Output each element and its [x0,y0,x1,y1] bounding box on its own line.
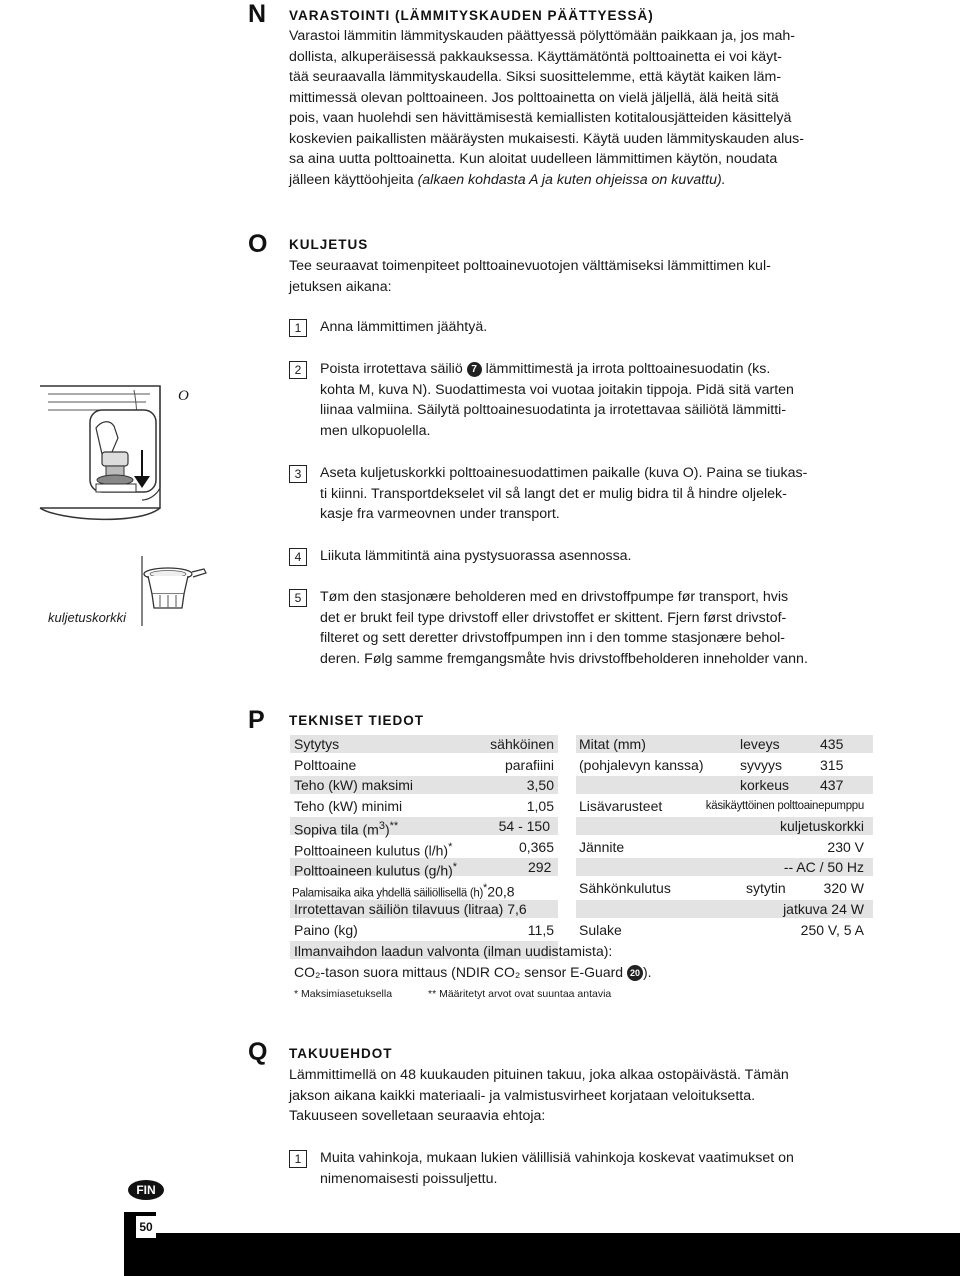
step-text-3 [320,463,880,525]
spec-label: Sytytys [294,736,340,752]
spec-sublabel: korkeus [740,777,790,793]
caption-leader-line [140,556,154,626]
text-run: Poista irrotettava säiliö [320,361,467,377]
section-title-storage: VARASTOINTI (LÄMMITYSKAUDEN PÄÄTTYESSÄ) [289,8,654,23]
spec-value: 20,8 [487,883,515,900]
step-number-2: 2 [289,361,307,379]
section-letter-n: N [248,0,267,28]
text-line: tää seuraavalla lämmityskaudella. Siksi suosittelemme, että käytät kaiken läm- [289,69,782,85]
text-line: filteret og sett deretter drivstoffpumpen inn i den tomme stasjonære behol- [320,630,786,646]
part-ref-badge: 7 [467,362,482,377]
text-line: Tee seuraavat toimenpiteet polttoainevuotojen välttämiseksi lämmittimen kul- [289,258,771,274]
spec-value: 435 [820,736,844,752]
step-text-5 [320,587,880,669]
text-run: Polttoaineen kulutus (l/h) [294,842,449,859]
text-line: Liikuta lämmitintä aina pystysuorassa asennossa. [320,548,632,564]
spec-label: (pohjalevyn kanssa) [579,757,704,773]
text-line: sa aina uutta polttoainetta. Kun aloitat uudelleen lämmittimen käytön, noudata [289,151,778,167]
spec-label: Sähkönkulutus [579,880,671,896]
text-line: dollista, alkuperäisessä pakkauksessa. Käyttämätöntä polttoainetta ei voi käyt- [289,48,782,65]
superscript: ** [389,820,399,832]
warranty-step-text-1 [320,1148,880,1189]
spec-value: 7,6 [507,901,527,917]
spec-sublabel: sytytin [746,880,786,896]
spec-label: Mitat (mm) [579,736,646,752]
spec-value: jatkuva 24 W [783,901,864,917]
spec-value: 0,365 [518,839,554,855]
text-line: pois, vaan huolehdi sen hävittämisestä kemiallisten kotitalousjätteiden käsittelyä [289,110,792,126]
spec-label: Lisävarusteet [579,798,663,814]
spec-value: 320 W [823,880,864,896]
footnote-approx: ** Määritetyt arvot ovat suuntaa antavia [428,988,612,1000]
text-line: Varastoi lämmitin lämmityskauden päättyessä pölyttömään paikkaan ja, jos mah- [289,28,795,44]
section-title-transport: KULJETUS [289,237,369,252]
spec-value: sähköinen [490,736,554,752]
text-line: liinaa valmiina. Säilytä polttoainesuodatinta ja irrotettavaa säiliötä lämmitti- [320,402,787,418]
storage-paragraph [289,26,877,190]
spec-value: -- AC / 50 Hz [783,859,864,875]
text-line: Anna lämmittimen jäähtyä. [320,319,488,335]
text-line: nimenomaisesti poissuljettu. [320,1170,498,1187]
superscript: * [483,882,488,894]
step-text-2 [320,359,880,441]
text-line: kasje fra varmeovnen under transport. [320,506,560,522]
text-run: Sopiva tila (m [294,821,379,838]
superscript: * [452,861,458,873]
figure-label-o: O [178,388,189,404]
step-number-5: 5 [289,589,307,607]
section-letter-q: Q [248,1038,268,1066]
text-run: Irrotettavan säiliön tilavuus (litraa) [294,901,504,917]
text-line: mittimessä olevan polttoaineen. Jos polttoainetta on vielä jäljellä, älä heitä sitä [289,89,779,106]
text-line [289,170,877,191]
ventilation-detail [294,963,652,981]
spec-value: parafiini [504,757,554,773]
warranty-step-number-1: 1 [289,1150,307,1168]
spec-sublabel: syvyys [740,757,782,773]
text-line: Tøm den stasjonære beholderen med en drivstoffpumpe før transport, hvis [320,589,789,605]
text-line: kohta M, kuva N). Suodattimesta voi vuotaa joitakin tippoja. Pidä sitä varten [320,381,794,398]
text-run: Palamisaika aika yhdellä säiliöllisellä (h) [292,887,483,900]
warranty-paragraph [289,1065,877,1127]
spec-label [294,838,453,859]
part-ref-badge: 20 [627,965,643,981]
spec-label: Paino (kg) [294,922,358,938]
spec-sublabel: leveys [740,736,780,752]
figure-caption: kuljetuskorkki [48,610,127,625]
text-line: ti kiinni. Transportdekselet vil så langt det er mulig bidra til å hindre oljelek- [320,485,787,502]
text-line: Aseta kuljetuskorkki polttoainesuodattimen paikalle (kuva O). Paina se tiukas- [320,465,808,481]
footnote-max: * Maksimiasetuksella [294,988,393,1000]
spec-value: 437 [820,777,844,793]
section-title-warranty: TAKUUEHDOT [289,1046,393,1061]
text-line [320,359,880,380]
step-text-4 [320,546,880,567]
text-run: Polttoaineen kulutus (g/h) [294,862,453,879]
text-line: jetuksen aikana: [289,278,392,295]
spec-label: Teho (kW) maksimi [294,777,414,793]
spec-label: Jännite [579,839,625,855]
text-run: ). [642,964,652,980]
spec-value: 292 [528,859,552,875]
spec-label: Teho (kW) minimi [294,798,403,814]
footer-bar [156,1233,960,1276]
italic-note: (alkaen kohdasta A ja kuten ohjeissa on kuvattu). [417,171,726,188]
text-line: det er brukt feil type drivstoff eller drivstoffet er skittent. Fjern først drivstof- [320,609,787,626]
transport-intro [289,256,877,297]
text-line: Takuuseen sovelletaan seuraavia ehtoja: [289,1108,546,1124]
section-title-specs: TEKNISET TIEDOT [289,713,425,728]
step-text-1 [320,317,880,338]
spec-label: Sulake [579,922,622,938]
spec-value: käsikäyttöinen polttoainepumppu [705,800,864,812]
spec-value: 1,05 [526,798,554,814]
spec-value: kuljetuskorkki [779,818,864,834]
step-number-4: 4 [289,548,307,566]
spec-value: 315 [820,757,844,773]
spec-value: 250 V, 5 A [800,922,864,938]
spec-label [292,879,515,900]
step-number-3: 3 [289,465,307,483]
step-number-1: 1 [289,319,307,337]
spec-value: 54 - 150 [498,818,550,834]
spec-label [294,817,399,838]
section-letter-p: P [248,706,265,734]
ventilation-heading: Ilmanvaihdon laadun valvonta (ilman uudistamista): [294,943,613,959]
text-line: jakson aikana kaikki materiaali- ja valmistusvirheet korjataan veloituksetta. [289,1087,756,1104]
text-line: Lämmittimellä on 48 kuukauden pituinen takuu, joka alkaa ostopäivästä. Tämän [289,1067,789,1083]
spec-label: Polttoaine [294,757,357,773]
language-badge: FIN [128,1180,164,1200]
spec-value: 3,50 [526,777,554,793]
text-run: ) [384,821,390,838]
superscript: 3 [378,820,385,832]
section-letter-o: O [248,230,268,258]
text-line: deren. Følg samme fremgangsmåte hvis drivstoffbeholderen inneholder vann. [320,650,808,667]
superscript: * [448,841,453,853]
text-line: koskevien paikallisten määräysten mukaisesti. Käytä uuden lämmityskauden alus- [289,130,804,147]
text-line: Muita vahinkoja, mukaan lukien välillisiä vahinkoja koskevat vaatimukset on [320,1150,794,1166]
text-run: jälleen käyttöohjeita [289,171,418,188]
heater-illustration [38,380,198,530]
spec-label [294,858,458,879]
page-number: 50 [136,1216,156,1238]
text-line: men ulkopuolella. [320,422,431,439]
spec-value: 11,5 [527,922,554,938]
text-run: CO₂-tason suora mittaus (NDIR CO₂ sensor E-Guard [294,964,627,980]
spec-label [294,900,527,918]
spec-value: 230 V [827,839,864,855]
text-run: lämmittimestä ja irrota polttoainesuodatin (ks. [481,361,771,377]
